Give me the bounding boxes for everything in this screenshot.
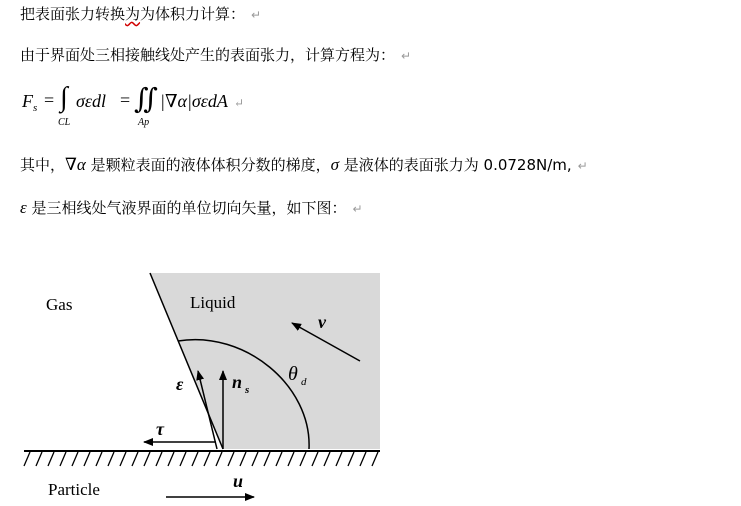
surface-tension-equation <box>20 84 320 134</box>
epsilon-label: ε <box>176 374 184 394</box>
gas-label: Gas <box>46 295 73 314</box>
epsilon-symbol: ε <box>20 198 27 217</box>
text-line-1 <box>20 4 261 25</box>
theta-label: θ <box>288 363 298 385</box>
line2-text: 由于界面处三相接触线处产生的表面张力，计算方程为： <box>20 46 396 64</box>
tau-label: τ <box>156 419 164 439</box>
paragraph-mark: ↵ <box>401 49 412 63</box>
liquid-label: Liquid <box>190 293 236 312</box>
sigma-symbol: σ <box>330 155 339 174</box>
eq-integral-1: ∫ <box>60 82 68 113</box>
eq-integrand-1: σεdl <box>76 91 106 111</box>
three-phase-contact-diagram <box>20 268 390 502</box>
surface-hatching <box>24 452 378 466</box>
eq-integral-1-sub: CL <box>58 117 71 128</box>
paragraph-mark: ↵ <box>577 159 588 173</box>
gradient-symbol: ∇α <box>65 155 86 174</box>
ns-sub-label: s <box>245 384 250 396</box>
line3-suffix: 是液体的表面张力为 0.0728N/m, <box>338 156 572 174</box>
line1-text-a: 把表面张力转换 <box>20 5 126 23</box>
paragraph-mark: ↵ <box>251 8 262 22</box>
text-line-2 <box>20 45 411 66</box>
theta-sub-label: d <box>301 376 307 388</box>
liquid-region <box>150 273 380 449</box>
eq-double-integral-sub: Ap <box>138 117 150 128</box>
line1-text-b: 为体积力计算： <box>140 5 246 23</box>
text-line-3 <box>20 155 588 176</box>
text-line-4 <box>20 198 363 219</box>
eq-lhs: F <box>22 91 33 111</box>
v-label: v <box>318 312 326 332</box>
ns-label: n <box>232 372 243 392</box>
eq-equals-2: = <box>120 90 131 110</box>
paragraph-mark: ↵ <box>352 202 363 216</box>
eq-integrand-2: |∇α|σεdA <box>160 91 228 111</box>
u-label: u <box>233 471 244 491</box>
line3-mid: 是颗粒表面的液体体积分数的梯度， <box>85 156 331 174</box>
line4-text: 是三相线处气液界面的单位切向矢量，如下图： <box>26 199 347 217</box>
line3-prefix: 其中， <box>20 156 66 174</box>
paragraph-mark: ↵ <box>234 96 245 110</box>
particle-label: Particle <box>48 480 100 499</box>
line1-misspelled: 为 <box>125 5 141 23</box>
eq-double-integral: ∬ <box>134 84 158 115</box>
eq-equals-1: = <box>44 90 55 110</box>
eq-lhs-sub: s <box>33 102 38 114</box>
